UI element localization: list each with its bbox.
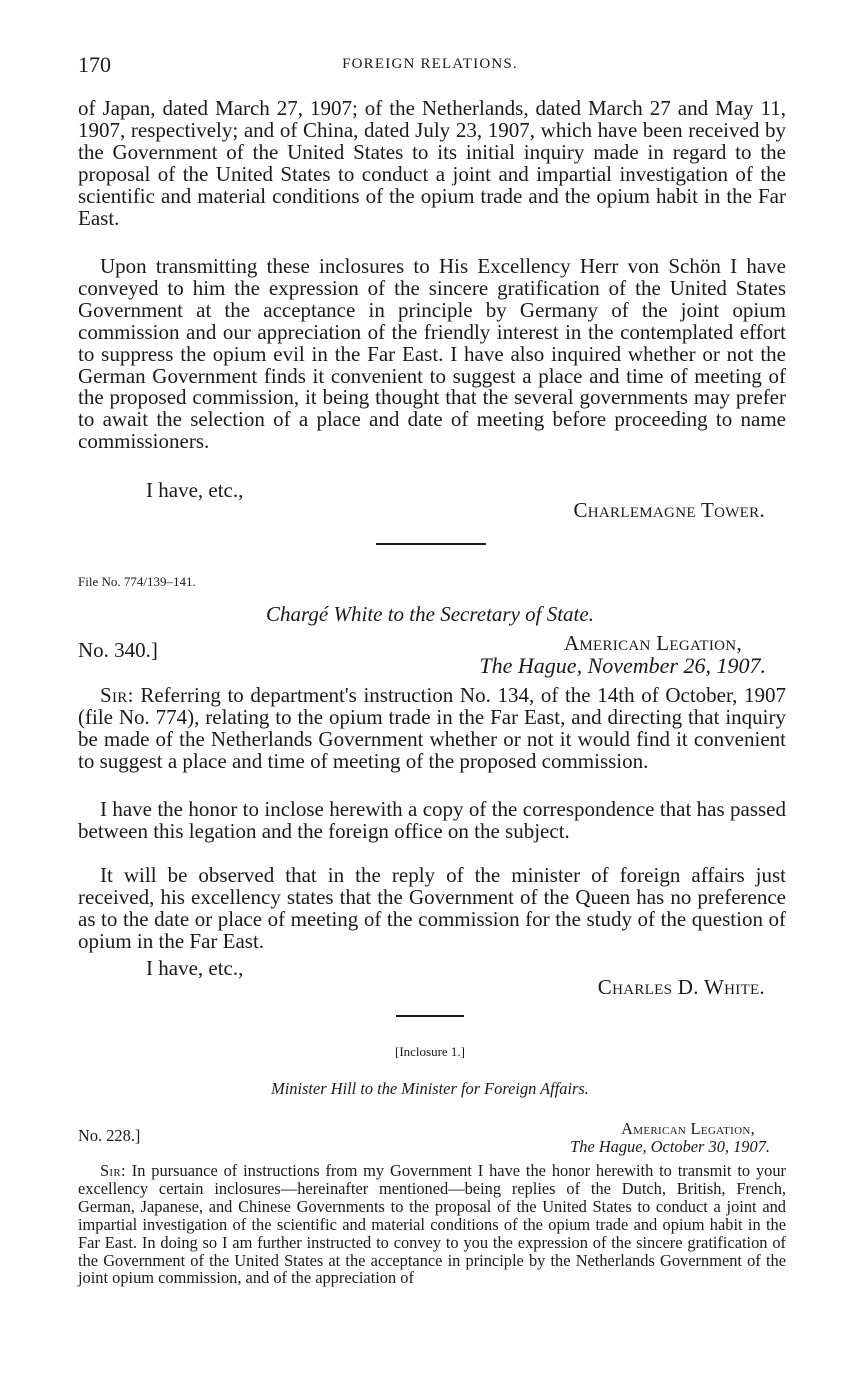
letter2-place-date: The Hague, November 26, 1907. (479, 653, 766, 678)
letter2-closing: I have, etc., (146, 956, 244, 980)
letter2-paragraph-2: I have the honor to inclose herewith a copy of the correspondence that has passed between this legation and the foreign office on the subject. (78, 797, 786, 843)
page-number: 170 (78, 52, 111, 77)
letter2-paragraph-1-text: Referring to department's instruction No. 134, of the 14th of October, 1907 (file No. 774), relating to the opium trade in the Far East, and directing that inquiry be made of the Netherlands Government whether or not it would find it convenient to suggest a place and time of meeting of the proposed commission. (78, 683, 786, 773)
inclosure-title: Minister Hill to the Minister for Foreign Affairs. (271, 1079, 589, 1098)
letter2-salutation: Sir: (100, 683, 134, 707)
letter2-paragraph-1 (78, 685, 786, 773)
inclosure-number: No. 228.] (78, 1126, 141, 1145)
letter2-title: Chargé White to the Secretary of State. (266, 602, 594, 626)
section-divider (376, 543, 486, 545)
file-number: File No. 774/139–141. (78, 574, 196, 589)
letter2-legation: American Legation, (563, 631, 742, 655)
inclosure-place-date: The Hague, October 30, 1907. (570, 1137, 770, 1156)
inclosure-paragraph-1 (78, 1162, 786, 1287)
inclosure-label: [Inclosure 1.] (394, 1044, 466, 1059)
letter2-paragraph-3: It will be observed that in the reply of the minister of foreign affairs just received, his excellency states that the Government of the Queen has no preference as to the date or place of meeting of the commission for the study of the question of opium in the Far East. (78, 863, 786, 953)
inclosure-paragraph-1-text: In pursuance of instructions from my Government I have the honor herewith to transmit to your excellency certain inclosures—hereinafter mentioned—being replies of the Dutch, British, French, German, Japanese, and Chinese Governments to the proposal of the United States to conduct a joint and impartial investigation of the scientific and material conditions of the opium trade and opium habit in the Far East. In doing so I am further instructed to convey to you the expression of the sincere gratification of the Government of the United States at the acceptance in principle by the Netherlands Government of the joint opium commission, and of the appreciation of (78, 1161, 786, 1288)
letter2-signature: Charles D. White. (597, 975, 765, 999)
letter1-paragraph-1: of Japan, dated March 27, 1907; of the Netherlands, dated March 27 and May 11, 1907, respectively; and of China, dated July 23, 1907, which have been received by the Government of the United States to its initial inquiry made in regard to the proposal of the United States to conduct a joint and impartial investigation of the scientific and material conditions of the opium trade and the opium habit in the Far East. (78, 96, 786, 230)
letter2-number: No. 340.] (78, 638, 158, 662)
inclosure-salutation: Sir: (100, 1161, 126, 1180)
letter1-closing: I have, etc., (146, 478, 244, 502)
running-title: FOREIGN RELATIONS. (342, 56, 518, 72)
letter1-signature: Charlemagne Tower. (573, 498, 765, 522)
section-divider-2 (396, 1015, 464, 1017)
inclosure-legation: American Legation, (621, 1119, 755, 1138)
letter1-paragraph-2: Upon transmitting these inclosures to His Excellency Herr von Schön I have conveyed to him the expression of the sincere gratification of the United States Government at the acceptance in principle by Germany of the joint opium commission and our appreciation of the friendly interest in the contemplated effort to suppress the opium evil in the Far East. I have also inquired whether or not the German Government finds it convenient to suggest a place and time of meeting of the proposed commission, it being thought that the several governments may prefer to await the selection of a place and date of meeting before proceeding to name commissioners. (78, 254, 786, 454)
